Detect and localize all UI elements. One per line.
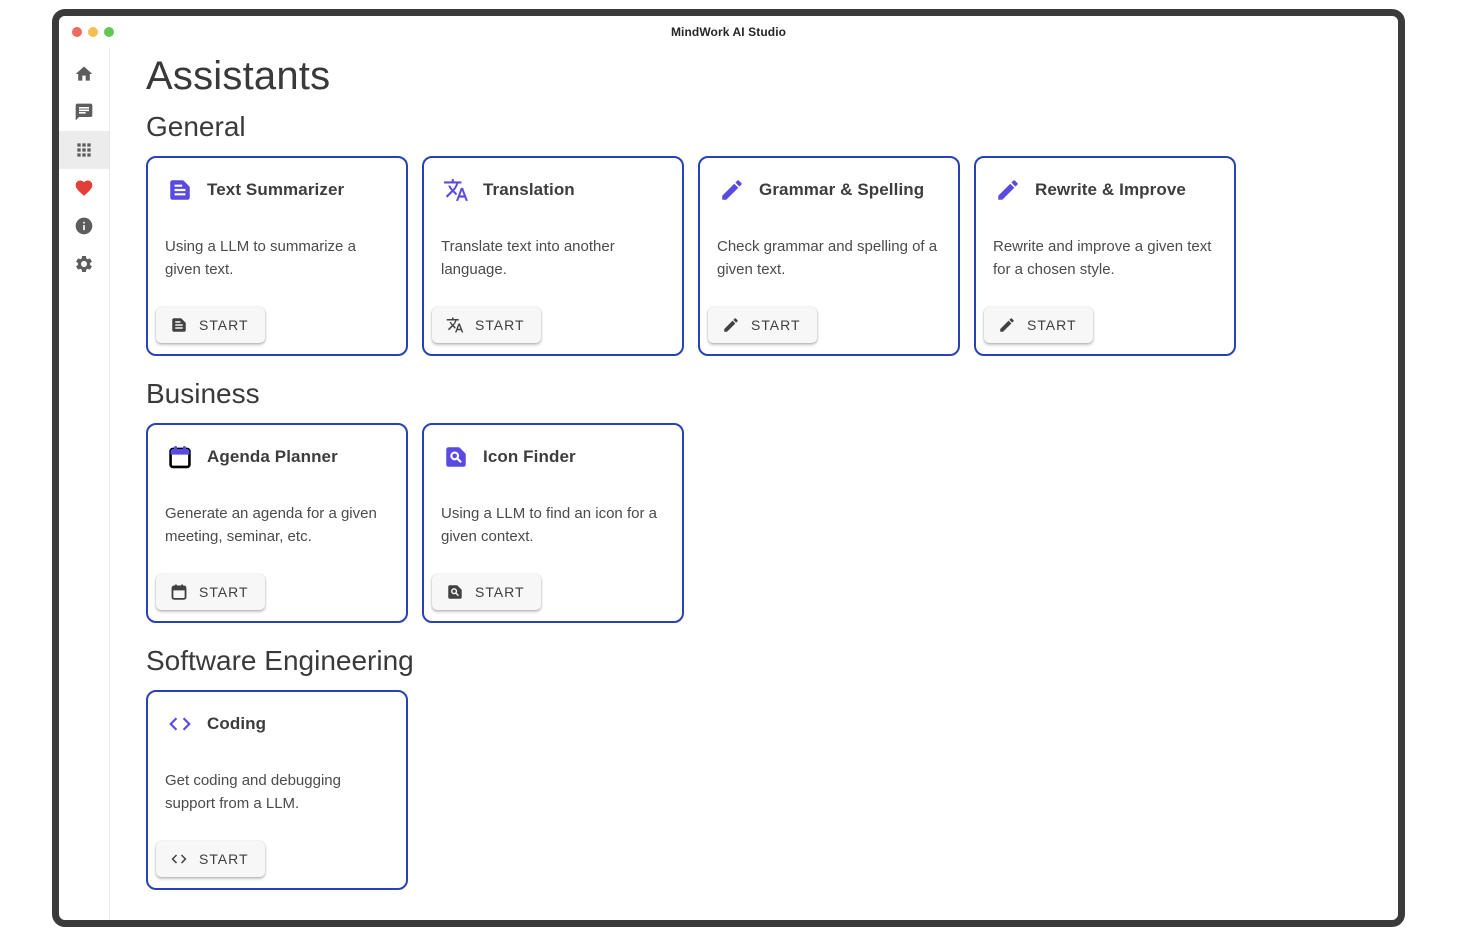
sidebar-item-assistants[interactable] xyxy=(59,131,109,169)
assistant-card-text-summarizer xyxy=(146,156,408,356)
start-button-label: START xyxy=(1027,317,1077,333)
card-description: Translate text into another language. xyxy=(441,238,615,279)
start-button-grammar-spelling[interactable] xyxy=(708,307,817,343)
section-heading-software-engineering: Software Engineering xyxy=(146,645,414,676)
app-window xyxy=(52,9,1405,927)
title-bar xyxy=(59,16,1398,48)
start-button-text-summarizer[interactable] xyxy=(156,307,265,343)
start-button-coding[interactable] xyxy=(156,841,265,877)
assistant-card-rewrite-improve xyxy=(974,156,1236,356)
card-title: Coding xyxy=(207,714,267,733)
sidebar-item-settings[interactable] xyxy=(59,245,109,283)
zoom-window-icon[interactable] xyxy=(104,27,114,37)
assistant-card-translation xyxy=(422,156,684,356)
assistant-card-agenda-planner xyxy=(146,423,408,623)
start-button-label: START xyxy=(475,584,525,600)
card-title: Grammar & Spelling xyxy=(759,180,925,199)
card-title: Text Summarizer xyxy=(207,180,345,199)
heart-icon xyxy=(74,178,94,198)
assistant-card-coding xyxy=(146,690,408,890)
start-button-label: START xyxy=(475,317,525,333)
pencil-icon xyxy=(995,177,1021,203)
start-button-label: START xyxy=(199,317,249,333)
card-header xyxy=(440,177,666,203)
start-button-rewrite-improve[interactable] xyxy=(984,307,1093,343)
section-heading-general: General xyxy=(146,111,246,142)
card-description: Get coding and debugging support from a LLM. xyxy=(165,772,341,813)
pencil-icon xyxy=(998,316,1016,334)
start-button-label: START xyxy=(199,851,249,867)
card-header xyxy=(440,444,666,470)
text-snippet-icon xyxy=(170,316,188,334)
card-header xyxy=(992,177,1218,203)
close-window-icon[interactable] xyxy=(72,27,82,37)
icon-search-icon xyxy=(443,444,469,470)
card-header xyxy=(164,177,390,203)
gear-icon xyxy=(74,254,94,274)
assistant-card-grammar-spelling xyxy=(698,156,960,356)
calendar-icon xyxy=(170,583,188,601)
assistant-card-icon-finder xyxy=(422,423,684,623)
pencil-icon xyxy=(722,316,740,334)
card-description: Check grammar and spelling of a given text. xyxy=(717,238,938,279)
start-button-label: START xyxy=(751,317,801,333)
card-row-general xyxy=(146,156,1374,356)
card-title: Translation xyxy=(483,180,575,199)
sidebar-item-chat[interactable] xyxy=(59,93,109,131)
code-icon xyxy=(170,850,188,868)
start-button-label: START xyxy=(199,584,249,600)
window-title: MindWork AI Studio xyxy=(670,25,787,39)
start-button-translation[interactable] xyxy=(432,307,541,343)
code-icon xyxy=(167,711,193,737)
card-row-business xyxy=(146,423,1374,623)
traffic-lights xyxy=(72,27,114,37)
card-header xyxy=(164,711,390,737)
chat-icon xyxy=(74,102,94,122)
card-description: Using a LLM to summarize a given text. xyxy=(165,238,356,279)
card-title: Rewrite & Improve xyxy=(1035,180,1186,199)
page-title: Assistants xyxy=(146,54,331,98)
card-title: Icon Finder xyxy=(483,447,576,466)
card-title: Agenda Planner xyxy=(207,447,338,466)
translate-icon xyxy=(446,316,464,334)
sidebar-item-home[interactable] xyxy=(59,55,109,93)
main-content xyxy=(110,48,1398,920)
start-button-agenda-planner[interactable] xyxy=(156,574,265,610)
card-description: Rewrite and improve a given text for a chosen style. xyxy=(993,238,1212,279)
card-description: Generate an agenda for a given meeting, seminar, etc. xyxy=(165,505,377,546)
sidebar xyxy=(59,48,110,920)
translate-icon xyxy=(443,177,469,203)
section-heading-business: Business xyxy=(146,378,260,409)
sidebar-item-about[interactable] xyxy=(59,207,109,245)
card-header xyxy=(164,444,390,470)
start-button-icon-finder[interactable] xyxy=(432,574,541,610)
sidebar-item-favorites[interactable] xyxy=(59,169,109,207)
icon-search-icon xyxy=(446,583,464,601)
pencil-icon xyxy=(719,177,745,203)
card-description: Using a LLM to find an icon for a given context. xyxy=(441,505,657,546)
text-snippet-icon xyxy=(167,177,193,203)
info-icon xyxy=(74,216,94,236)
card-header xyxy=(716,177,942,203)
minimize-window-icon[interactable] xyxy=(88,27,98,37)
apps-grid-icon xyxy=(74,140,94,160)
card-row-software-engineering xyxy=(146,690,1374,890)
calendar-icon xyxy=(167,444,193,470)
home-icon xyxy=(74,64,94,84)
